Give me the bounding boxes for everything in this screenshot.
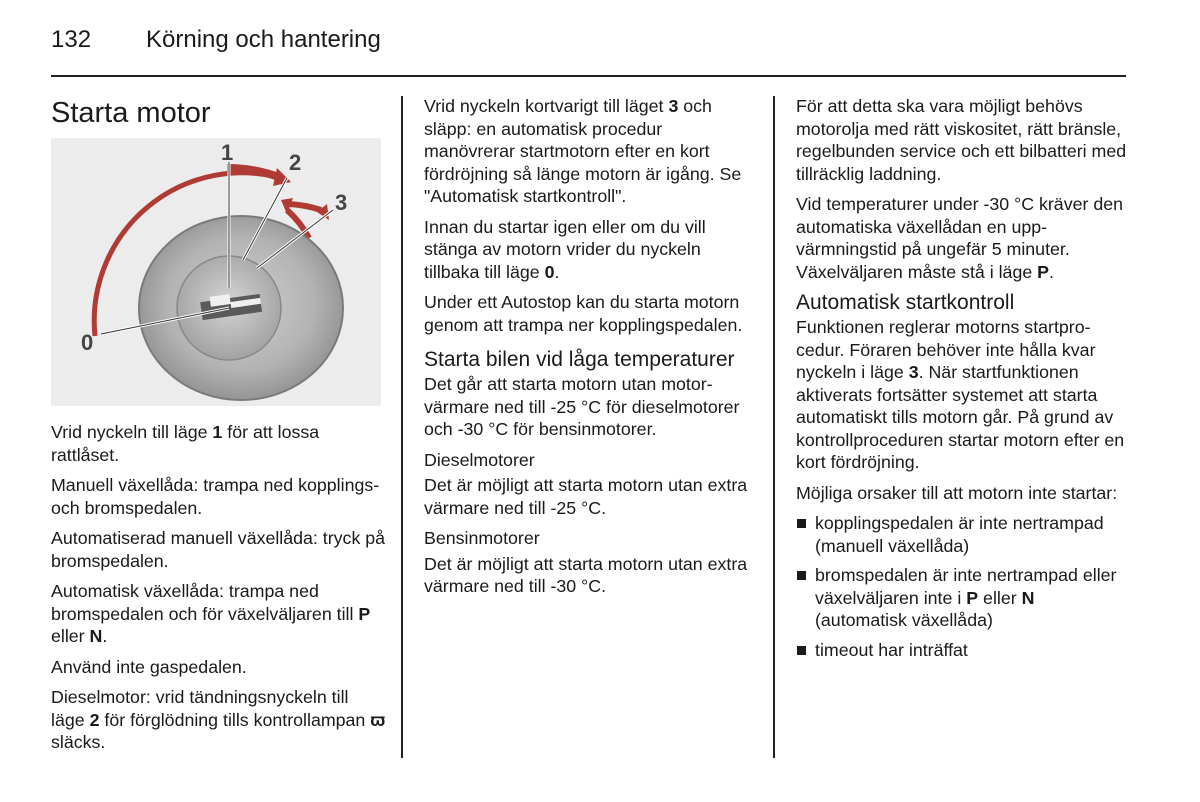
label-position-0: 0: [81, 330, 94, 355]
paragraph: Använd inte gaspedalen.: [51, 656, 247, 677]
cause-list: [796, 512, 1131, 661]
column-2: [424, 95, 754, 606]
paragraph: Möjliga orsaker till att motorn inte startar:: [796, 482, 1118, 503]
heading-low-temperature: Starta bilen vid låga temperaturer: [424, 348, 735, 371]
paragraph: Under ett Autostop kan du starta motorn genom att trampa ner kopplingspedalen.: [424, 292, 743, 335]
paragraph: Vid temperaturer under -30 °C kräver den automatiska växellådan en uppvärmningstid på ungefär 5 minuter. Växelväljaren måste stå i läge P.: [796, 194, 1124, 282]
paragraph: Automatisk växellåda: trampa ned bromspedalen och för växelväljaren till P eller N.: [51, 581, 371, 646]
column-1: [51, 421, 386, 762]
paragraph: Det är möjligt att starta motorn utan extra värmare ned till -30 °C.: [424, 553, 748, 596]
column-divider-2: [773, 96, 775, 758]
heading-auto-start: Automatisk startkontroll: [796, 291, 1015, 314]
paragraph: Det är möjligt att starta motorn utan extra värmare ned till -25 °C.: [424, 475, 748, 518]
ignition-illustration: [51, 138, 381, 406]
section-title: Körning och hantering: [146, 26, 381, 53]
paragraph: Innan du startar igen eller om du vill stänga av motorn vrider du nyckeln tillbaka till läge 0.: [424, 216, 706, 282]
paragraph: Det går att starta motorn utan motorvärmare ned till -25 °C för dieselmotorer och -30 °C för bensinmotorer.: [424, 374, 740, 439]
label-position-1: 1: [221, 140, 234, 165]
heading-petrol: Bensinmotorer: [424, 528, 540, 548]
label-position-3: 3: [335, 190, 348, 215]
ignition-key-diagram: [51, 138, 381, 406]
list-item: bromspedalen är inte nertrampad eller växelväljaren inte i P eller N (automatisk växellåda): [796, 564, 1131, 632]
header-divider: [51, 75, 1126, 77]
page-header: [51, 26, 381, 54]
paragraph: Dieselmotor: vrid tändningsnyckeln till läge 2 för förglödning tills kontrollampan ϖ släcks.: [51, 687, 386, 752]
paragraph: Vrid nyckeln till läge 1 för att lossa rattlåset.: [51, 422, 320, 465]
paragraph: Vrid nyckeln kortvarigt till läget 3 och släpp: en automatisk procedur manövrerar startmotorn efter en kort fördröjning så länge motorn är igång. Se "Automatisk startkontroll".: [424, 96, 742, 206]
bullet-icon: [797, 519, 806, 528]
paragraph: Funktionen reglerar motorns startprocedur. Föraren behöver inte hålla kvar nyckeln i läge 3. När startfunktionen aktiverats fortsätter systemet att starta automatiskt tills motorn går. På grund av kontrollproceduren startar motorn efter en kort fördröjning.: [796, 317, 1125, 472]
column-divider-1: [401, 96, 403, 758]
heading-diesel: Dieselmotorer: [424, 449, 535, 470]
page-title: Starta motor: [51, 97, 211, 129]
bullet-icon: [797, 646, 806, 655]
label-position-2: 2: [289, 150, 302, 175]
page-number: 132: [51, 26, 92, 53]
list-item: timeout har inträffat: [796, 639, 1131, 662]
bullet-icon: [797, 571, 806, 580]
paragraph: Manuell växellåda: trampa ned kopplings- och bromspedalen.: [51, 475, 380, 518]
glow-plug-icon: ϖ: [370, 709, 386, 730]
paragraph: Automatiserad manuell växellåda: tryck på bromspedalen.: [51, 528, 386, 571]
paragraph: För att detta ska vara möjligt behövs motorolja med rätt viskositet, rätt bränsle, regelbunden service och ett bilbatteri med tillräcklig laddning.: [796, 96, 1127, 184]
list-item: kopplingspedalen är inte nertrampad (manuell växellåda): [796, 512, 1131, 557]
column-3: [796, 95, 1131, 668]
